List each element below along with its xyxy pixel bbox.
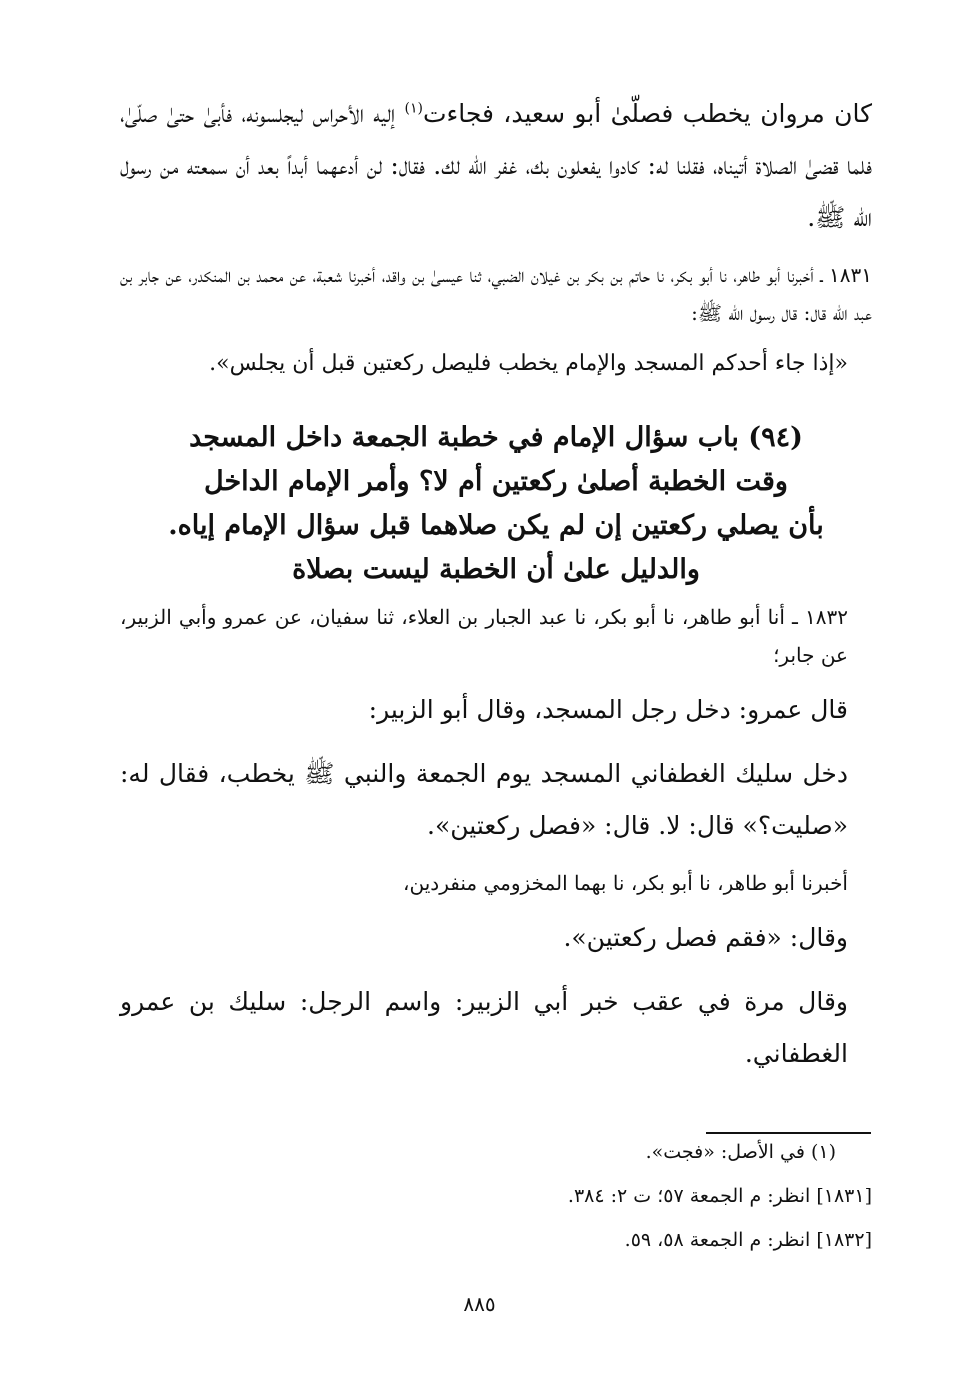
- hadith-1832-isnad: ١٨٣٢ ـ أنا أبو طاهر، نا أبو بكر، نا عبد الجبار بن العلاء، ثنا سفيان، عن عمرو وأبي الزبير، عن جابر؛: [120, 605, 848, 667]
- sulayk-paragraph: دخل سليك الغطفاني المسجد يوم الجمعة والنبي ﷺ يخطب، فقال له: «صليت؟» قال: لا. قال: «فصل ركعتين».: [120, 759, 848, 840]
- second-chain-line: أخبرنا أبو طاهر، نا أبو بكر، نا بهما المخزومي منفردين،: [403, 871, 848, 895]
- footnotes-block: [470, 1130, 872, 1262]
- chapter-heading-line-1: (٩٤) باب سؤال الإمام في خطبة الجمعة داخل المسجد: [189, 422, 803, 453]
- chapter-heading: [120, 416, 872, 592]
- footnote-ref-1832: [١٨٣٢] انظر: م الجمعة ٥٨، ٥٩.: [624, 1229, 872, 1251]
- final-paragraph: وقال مرة في عقب خبر أبي الزبير: واسم الرجل: سليك بن عمرو الغطفاني.: [120, 987, 848, 1068]
- footnote-1: (١) في الأصل: «فجت».: [645, 1141, 836, 1163]
- chapter-heading-line-3: بأن يصلي ركعتين إن لم يكن صلاهما قبل سؤال الإمام إياه.: [168, 510, 824, 541]
- hadith-1831-matn: «إذا جاء أحدكم المسجد والإمام يخطب فليصل ركعتين قبل أن يجلس».: [209, 351, 848, 376]
- amr-said-line: قال عمرو: دخل رجل المسجد، وقال أبو الزبير:: [368, 695, 848, 724]
- footnote-ref-1831: [١٨٣١] انظر: م الجمعة ٥٧؛ ت ٢: ٣٨٤.: [567, 1185, 872, 1207]
- page-number: ٨٨٥: [463, 1292, 496, 1316]
- chapter-heading-line-2: وقت الخطبة أصلىٰ ركعتين أم لا؟ وأمر الإمام الداخل: [204, 466, 788, 497]
- chapter-heading-line-4: والدليل علىٰ أن الخطبة ليست بصلاة: [292, 554, 700, 585]
- paragraph-marwan: [120, 88, 872, 244]
- and-said-line: وقال: «فقم فصل ركعتين».: [563, 923, 848, 952]
- hadith-1831-isnad: ١٨٣١ ـ أخبرنا أبو طاهر، نا أبو بكر، نا حاتم بن بكر بن غيلان الضبي، ثنا عيسىٰ بن واقد، أخبرنا شعبة، عن محمد بن المنكدر، عن جابر بن عبد الله قال: قال رسول الله ﷺ:: [120, 263, 872, 325]
- paragraph-marwan-text-a: كان مروان يخطب فصلّىٰ أبو سعيد، فجاءت: [422, 99, 872, 128]
- footnote-marker: (١): [404, 100, 423, 117]
- main-text-column: [120, 88, 872, 1092]
- paragraph-marwan-text-b: إليه الأحراس ليجلسونه، فأبىٰ حتىٰ صلّىٰ، فلما قضىٰ الصلاة أتيناه، فقلنا له: كادوا يفعلون بك، غفر الله لك. فقال: لن أدعهما أبداً بعد أن سمعته من رسول الله ﷺ.: [120, 99, 872, 232]
